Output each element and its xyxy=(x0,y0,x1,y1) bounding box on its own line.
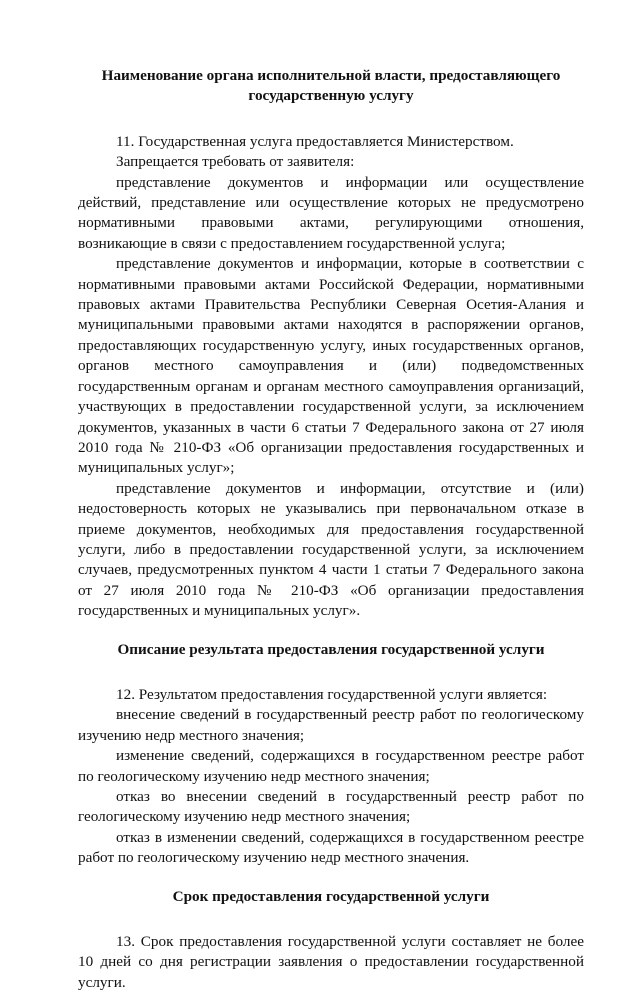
paragraph: 11. Государственная услуга предоставляется Министерством. xyxy=(116,132,514,150)
spacer xyxy=(78,107,584,132)
paragraph: 12. Результатом предоставления государственной услуги является: xyxy=(116,685,548,703)
section-heading-term: Срок предоставления государственной услуги xyxy=(172,887,490,905)
spacer xyxy=(78,660,584,685)
document-page xyxy=(78,66,584,993)
paragraph: отказ в изменении сведений, содержащихся в государственном реестре работ по геологическому изучению недр местного значения. xyxy=(78,828,584,867)
paragraph: представление документов и информации или осуществление действий, представление или осуществление которых не предусмотрено нормативными правовыми актами, регулирующими отношения, возникающие в связи с предоставлением государственной услуга; xyxy=(78,173,584,252)
paragraph: отказ во внесении сведений в государственный реестр работ по геологическому изучению недр местного значения; xyxy=(78,788,584,826)
paragraph: представление документов и информации, отсутствие и (или) недостоверность которых не указывались при первоначальном отказе в приеме документов, необходимых для предоставления государственной услуги, либо в предоставлении государственной услуги, за исключением случаев, предусмотренных пунктом 4 части 1 статьи 7 Федерального закона от 27 июля 2010 года № 210-ФЗ «Об организации предоставления государственных и муниципальных услуг». xyxy=(78,479,584,620)
paragraph: представление документов и информации, которые в соответствии с нормативными правовыми актами Российской Федерации, нормативными правовых актами Правительства Республики Северная Осетия-Алания и муниципальными правовыми актами находятся в распоряжении органов, предоставляющих государственную услугу, иных государственных органов, органов местного самоуправления и (или) подведомственных государственным органам и органам местного самоуправления организаций, участвующих в предоставлении государственной услуги, за исключением документов, указанных в части 6 статьи 7 Федерального закона от 27 июля 2010 года № 210-ФЗ «Об организации предоставления государственных и муниципальных услуг»; xyxy=(78,255,584,477)
paragraph: изменение сведений, содержащихся в государственном реестре работ по геологическому изучению недр местного значения; xyxy=(78,747,584,785)
paragraph: 13. Срок предоставления государственной услуги составляет не более 10 дней со дня регистрации заявления о предоставлении государственной услуги. xyxy=(78,933,584,991)
section-heading-authority: Наименование органа исполнительной власти, предоставляющего государственную услугу xyxy=(101,67,561,105)
paragraph: внесение сведений в государственный реестр работ по геологическому изучению недр местного значения; xyxy=(78,706,584,744)
spacer xyxy=(78,622,584,640)
paragraph: Запрещается требовать от заявителя: xyxy=(116,153,355,171)
spacer xyxy=(78,869,584,887)
spacer xyxy=(78,907,584,932)
section-heading-result: Описание результата предоставления государственной услуги xyxy=(117,640,545,658)
